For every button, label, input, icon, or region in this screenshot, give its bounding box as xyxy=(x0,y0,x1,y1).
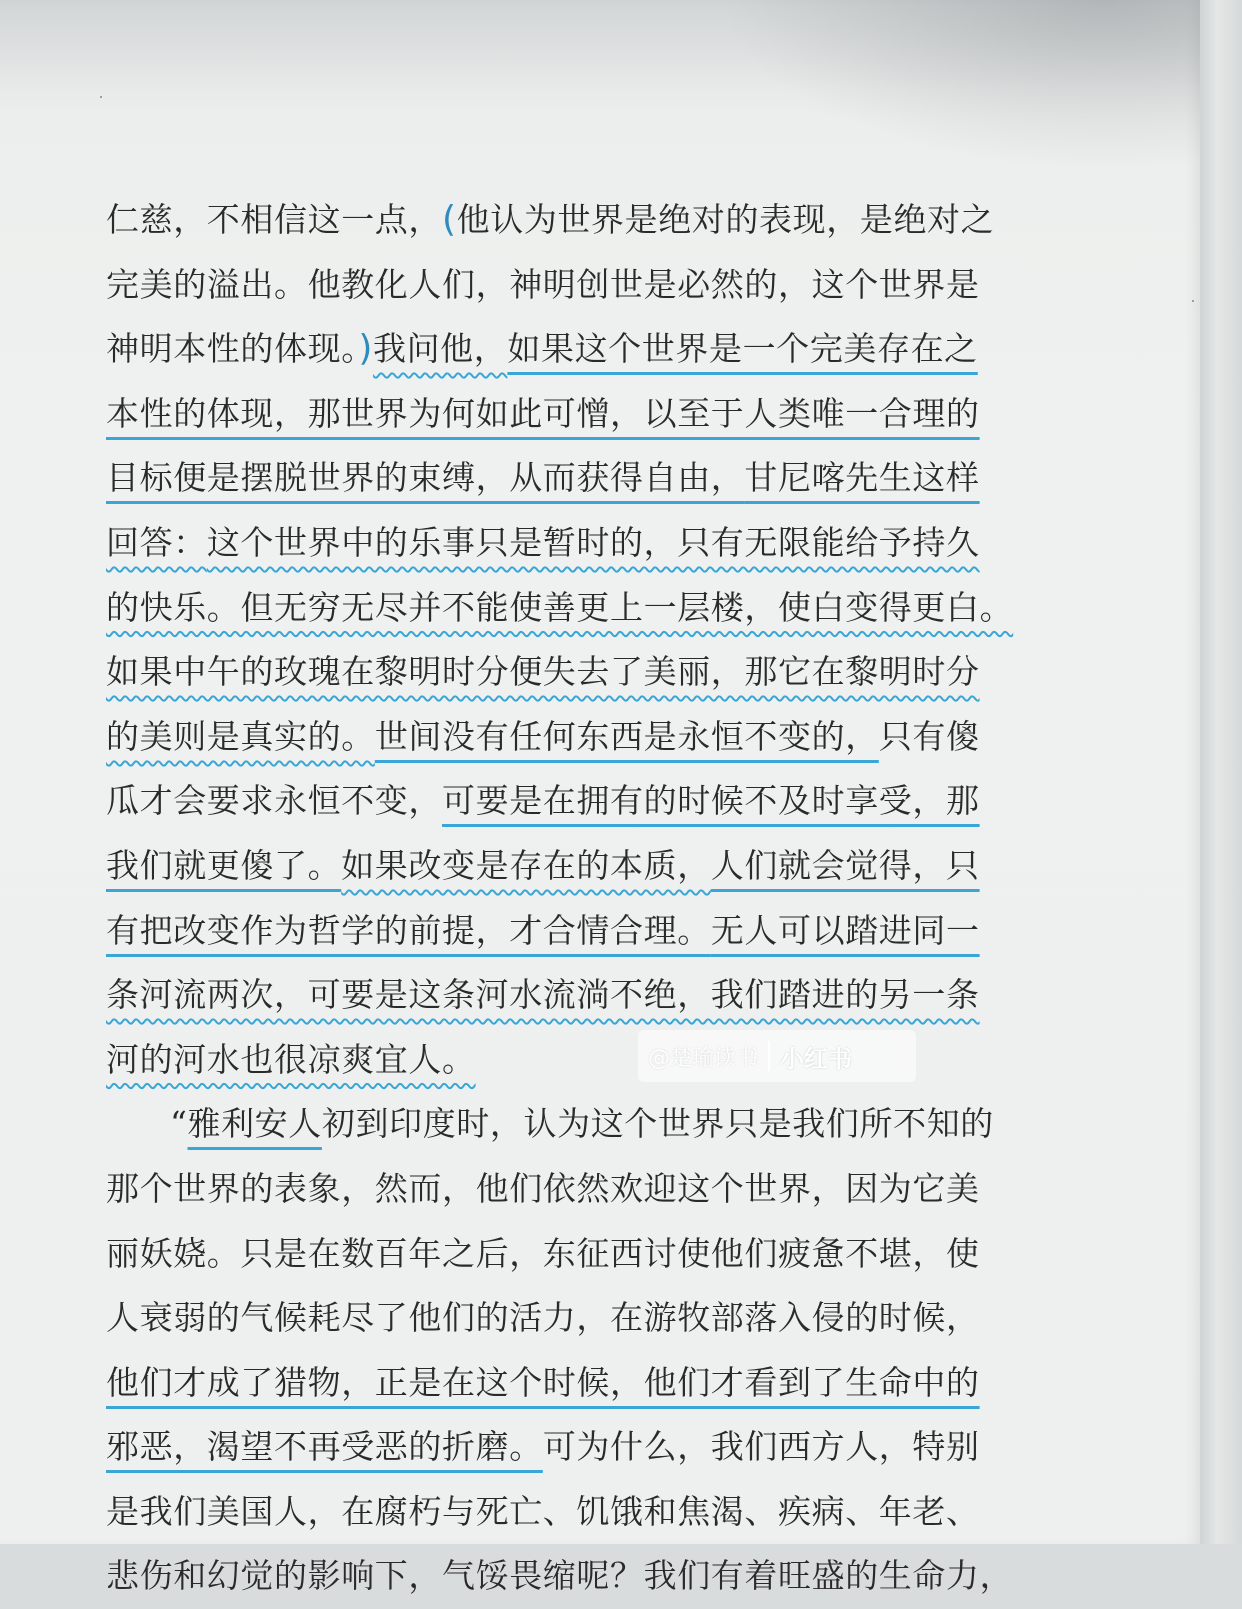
highlighted-text: 如果这个世界是一个完美存在之 xyxy=(507,329,978,369)
text-segment: 只有傻 xyxy=(878,716,980,756)
text-segment: 瓜才会要求永恒不变， xyxy=(106,781,442,821)
text-line xyxy=(106,1222,986,1287)
text-line xyxy=(106,382,986,447)
highlighted-text: 条河流两次，可要是这条河水流淌不绝，我们踏进的另一条 xyxy=(106,975,980,1015)
text-line xyxy=(106,317,986,382)
text-line xyxy=(106,769,986,834)
text-segment: 那个世界的表象，然而，他们依然欢迎这个世界，因为它美 xyxy=(106,1168,980,1208)
text-segment: 完美的溢出。他教化人们，神明创世是必然的，这个世界是 xyxy=(106,264,980,304)
highlighted-text: 的美则是真实的。 xyxy=(106,716,375,756)
text-line xyxy=(106,1415,986,1480)
text-line xyxy=(106,1286,986,1351)
text-line xyxy=(106,446,986,511)
highlighted-text: 目标便是摆脱世界的束缚，从而获得自由， xyxy=(106,458,745,498)
highlighted-text: 如果中午的玫瑰在黎明时分便失去了美丽，那它在黎明时分 xyxy=(106,652,980,692)
highlighted-text: 无人可以踏进同一 xyxy=(710,910,980,950)
text-line xyxy=(106,705,986,770)
next-page-edge xyxy=(1200,0,1242,1544)
text-segment: 初到印度时，认为这个世界只是我们所不知的 xyxy=(321,1104,994,1144)
highlighted-text: 可要是在拥有的时候不及时享受，那 xyxy=(442,781,980,821)
annotation-bracket: ) xyxy=(358,328,373,370)
highlighted-text: 河的河水也很凉爽宜人。 xyxy=(106,1039,476,1079)
text-line xyxy=(106,834,986,899)
text-segment: 神明本性的体现。 xyxy=(106,329,359,369)
page-shadow-top xyxy=(0,0,1200,120)
text-segment: 仁慈，不相信这一点， xyxy=(106,200,442,239)
highlighted-text: 本性的体现，那世界为何如此可憎，以至于人类唯一合理的 xyxy=(106,393,980,433)
highlighted-text: 雅利安人 xyxy=(187,1104,322,1144)
highlighted-text: 人们就会觉得，只 xyxy=(710,845,980,885)
text-line xyxy=(106,188,995,253)
text-line xyxy=(106,576,1014,641)
highlighted-text: 的快乐。但无穷无尽并不能使善更上一层楼，使白变得更白。 xyxy=(106,587,1014,627)
annotation-bracket: ( xyxy=(442,199,457,240)
text-segment: 可为什么，我们西方人，特别 xyxy=(542,1427,980,1467)
text-segment: 丽妖娆。只是在数百年之后，东征西讨使他们疲惫不堪，使 xyxy=(106,1233,980,1273)
highlighted-text: 世间没有任何东西是永恒不变的， xyxy=(374,716,879,756)
page-speck xyxy=(1192,300,1194,302)
text-segment: “ xyxy=(170,1104,188,1144)
text-line xyxy=(106,963,986,1028)
text-line xyxy=(106,1480,986,1545)
highlighted-text: 有把改变作为哲学的前提，才合情合理。 xyxy=(106,910,711,950)
text-line xyxy=(106,899,986,964)
highlighted-text: 甘尼喀先生这样 xyxy=(744,458,980,498)
watermark-logo: 小红书 xyxy=(780,1044,853,1073)
text-segment: 是我们美国人，在腐朽与死亡、饥饿和焦渴、疾病、年老、 xyxy=(106,1491,980,1531)
page-shadow-corner xyxy=(720,0,1200,170)
text-segment: 他认为世界是绝对的表现，是绝对之 xyxy=(456,200,995,239)
page-speck xyxy=(100,96,102,98)
highlighted-text: 邪恶，渴望不再受恶的折磨。 xyxy=(106,1427,543,1467)
text-line xyxy=(106,640,986,705)
highlighted-text: 这个世界中的乐事只是暂时的，只有无限能给予持久 xyxy=(206,522,980,562)
watermark-divider xyxy=(768,1041,770,1071)
text-line xyxy=(106,1351,986,1416)
highlighted-text: 我们就更傻了。 xyxy=(106,845,342,885)
text-line xyxy=(106,1544,1014,1609)
text-line xyxy=(106,1092,994,1157)
book-text xyxy=(106,188,1014,1609)
highlighted-text: 他们才成了猎物，正是在这个时候，他们才看到了生命中的 xyxy=(106,1362,980,1402)
highlighted-text: 我问他， xyxy=(372,329,508,369)
text-segment: 悲伤和幻觉的影响下，气馁畏缩呢？我们有着旺盛的生命力， xyxy=(106,1556,1014,1596)
watermark-handle: @楚瑜读书 xyxy=(648,1045,759,1071)
highlighted-text: 如果改变是存在的本质， xyxy=(341,845,711,885)
xiaohongshu-watermark xyxy=(638,1030,916,1082)
highlighted-text: 回答： xyxy=(106,522,207,562)
text-segment: 人衰弱的气候耗尽了他们的活力，在游牧部落入侵的时候， xyxy=(106,1298,980,1338)
text-line xyxy=(106,511,986,576)
text-line xyxy=(106,253,986,318)
text-line xyxy=(106,1157,986,1222)
